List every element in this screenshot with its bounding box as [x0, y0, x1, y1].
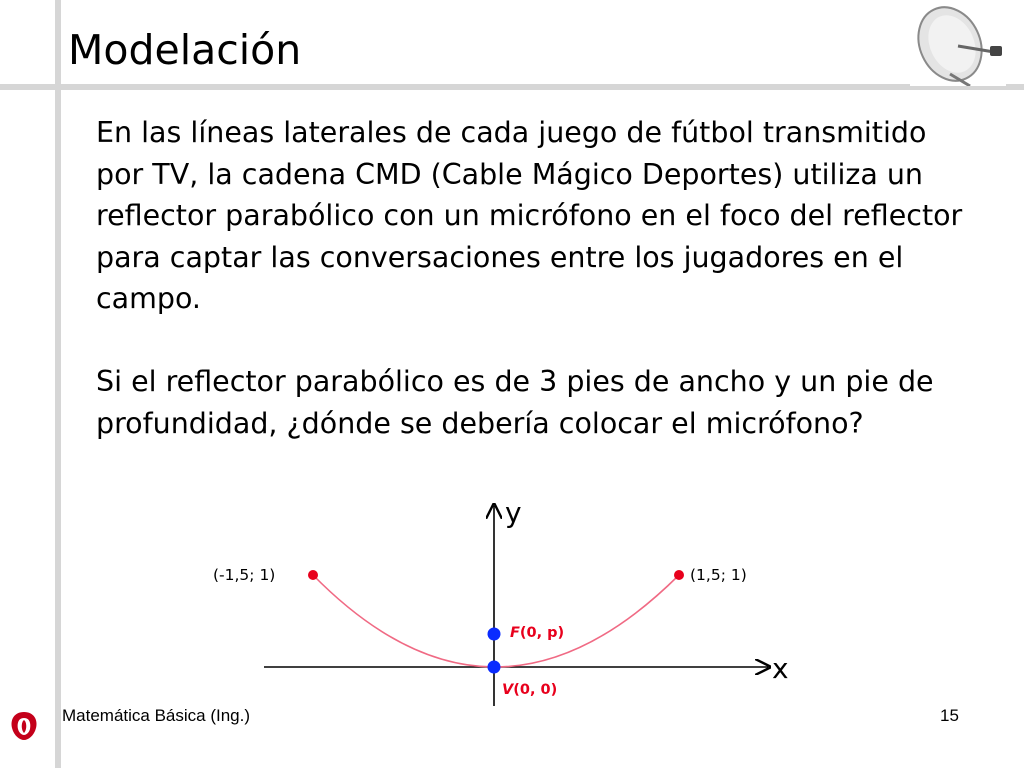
focus-marker [488, 628, 501, 641]
question-paragraph: Si el reflector parabólico es de 3 pies de ancho y un pie de profundidad, ¿dónde se debería colocar el micrófono? [96, 365, 934, 440]
focus-label-coords: (0, p) [519, 625, 565, 641]
vertex-marker [488, 661, 501, 674]
problem-text [96, 112, 976, 444]
parabola-curve [313, 575, 679, 667]
vertex-label-coords: (0, 0) [513, 682, 558, 698]
left-point-label: (-1,5; 1) [213, 566, 276, 584]
y-axis-label: y [505, 496, 522, 529]
slide-title: Modelación [68, 26, 302, 74]
vertical-rule [55, 0, 61, 768]
footer-course-name: Matemática Básica (Ing.) [62, 706, 251, 725]
university-logo-icon [6, 708, 42, 744]
focus-label [510, 625, 564, 641]
vertex-label-letter: V [502, 682, 514, 698]
x-axis-label: x [772, 652, 789, 685]
horizontal-rule [0, 84, 1024, 90]
page-number: 15 [940, 706, 959, 725]
focus-label-letter: F [510, 625, 520, 641]
right-endpoint-marker [674, 570, 684, 580]
problem-paragraph: En las líneas laterales de cada juego de fútbol transmitido por TV, la cadena CMD (Cable Mágico Deportes) utiliza un reflector parabólico con un micrófono en el foco del reflector para captar las conversaciones entre los jugadores en el campo. [96, 116, 963, 315]
vertex-label [502, 682, 557, 698]
satellite-dish-icon [910, 0, 1006, 86]
left-endpoint-marker [308, 570, 318, 580]
right-point-label: (1,5; 1) [690, 566, 747, 584]
